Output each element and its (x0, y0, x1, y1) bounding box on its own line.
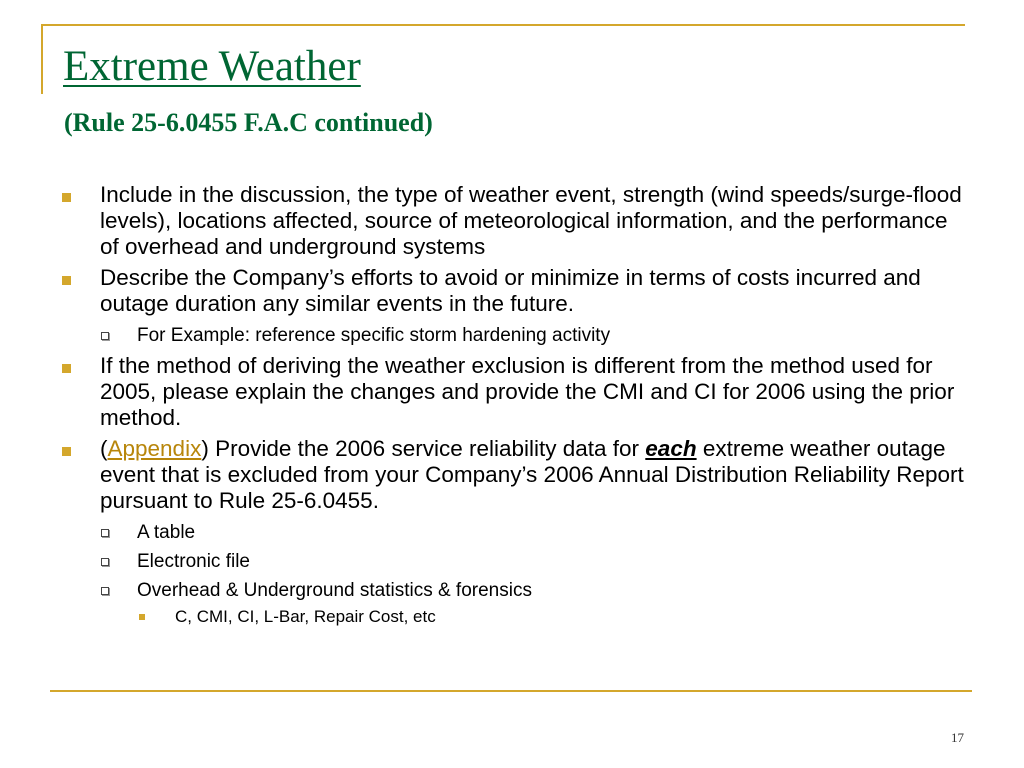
hollow-square-bullet-icon (101, 587, 109, 595)
bullet-list (62, 182, 972, 627)
subsub-bullet-list (137, 606, 972, 627)
subsub-bullet-metrics: C, CMI, CI, L-Bar, Repair Cost, etc (137, 606, 972, 627)
hollow-square-bullet-icon (101, 529, 109, 537)
hollow-square-bullet-icon (101, 558, 109, 566)
sub-bullet-list (100, 521, 972, 627)
slide-body (62, 182, 972, 633)
square-bullet-icon (62, 276, 71, 285)
sub-bullet-statistics: Overhead & Underground statistics & forensics C, CMI, CI, L-Bar, Repair Cost, etc (100, 579, 972, 627)
sub-bullet-table: A table (100, 521, 972, 544)
square-bullet-icon (62, 447, 71, 456)
hollow-square-bullet-icon (101, 332, 109, 340)
top-rule (41, 24, 965, 26)
bullet-method-change: If the method of deriving the weather exclusion is different from the method used for 2005, please explain the changes and provide the CMI and CI for 2006 using the prior method. (62, 353, 972, 431)
emphasis-each: each (645, 436, 697, 461)
sub-bullet-example: For Example: reference specific storm hardening activity (100, 324, 972, 347)
slide-subtitle: (Rule 25-6.0455 F.A.C continued) (64, 108, 433, 137)
square-bullet-icon (62, 193, 71, 202)
footer-rule (50, 690, 972, 692)
bullet-company-efforts: Describe the Company’s efforts to avoid or minimize in terms of costs incurred and outage duration any similar events in the future. For Example: reference specific storm hardening activity (62, 265, 972, 347)
bullet-discussion: Include in the discussion, the type of weather event, strength (wind speeds/surge-flood levels), locations affected, source of meteorological information, and the performance of overhead and underground systems (62, 182, 972, 260)
page-number: 17 (951, 730, 964, 745)
square-bullet-icon (62, 364, 71, 373)
small-square-bullet-icon (139, 614, 145, 620)
appendix-link[interactable]: Appendix (107, 436, 202, 461)
bullet-appendix: (Appendix) Provide the 2006 service reliability data for each extreme weather outage event that is excluded from your Company’s 2006 Annual Distribution Reliability Report pursuant to Rule 25-6.0455. A table Electronic file Overhead & Underground statistics & forensics C, CMI, CI, L-Bar, Repair Cost, etc (62, 436, 972, 627)
left-rule (41, 24, 43, 94)
sub-bullet-list (100, 324, 972, 347)
sub-bullet-electronic-file: Electronic file (100, 550, 972, 573)
slide-title: Extreme Weather (63, 43, 361, 90)
